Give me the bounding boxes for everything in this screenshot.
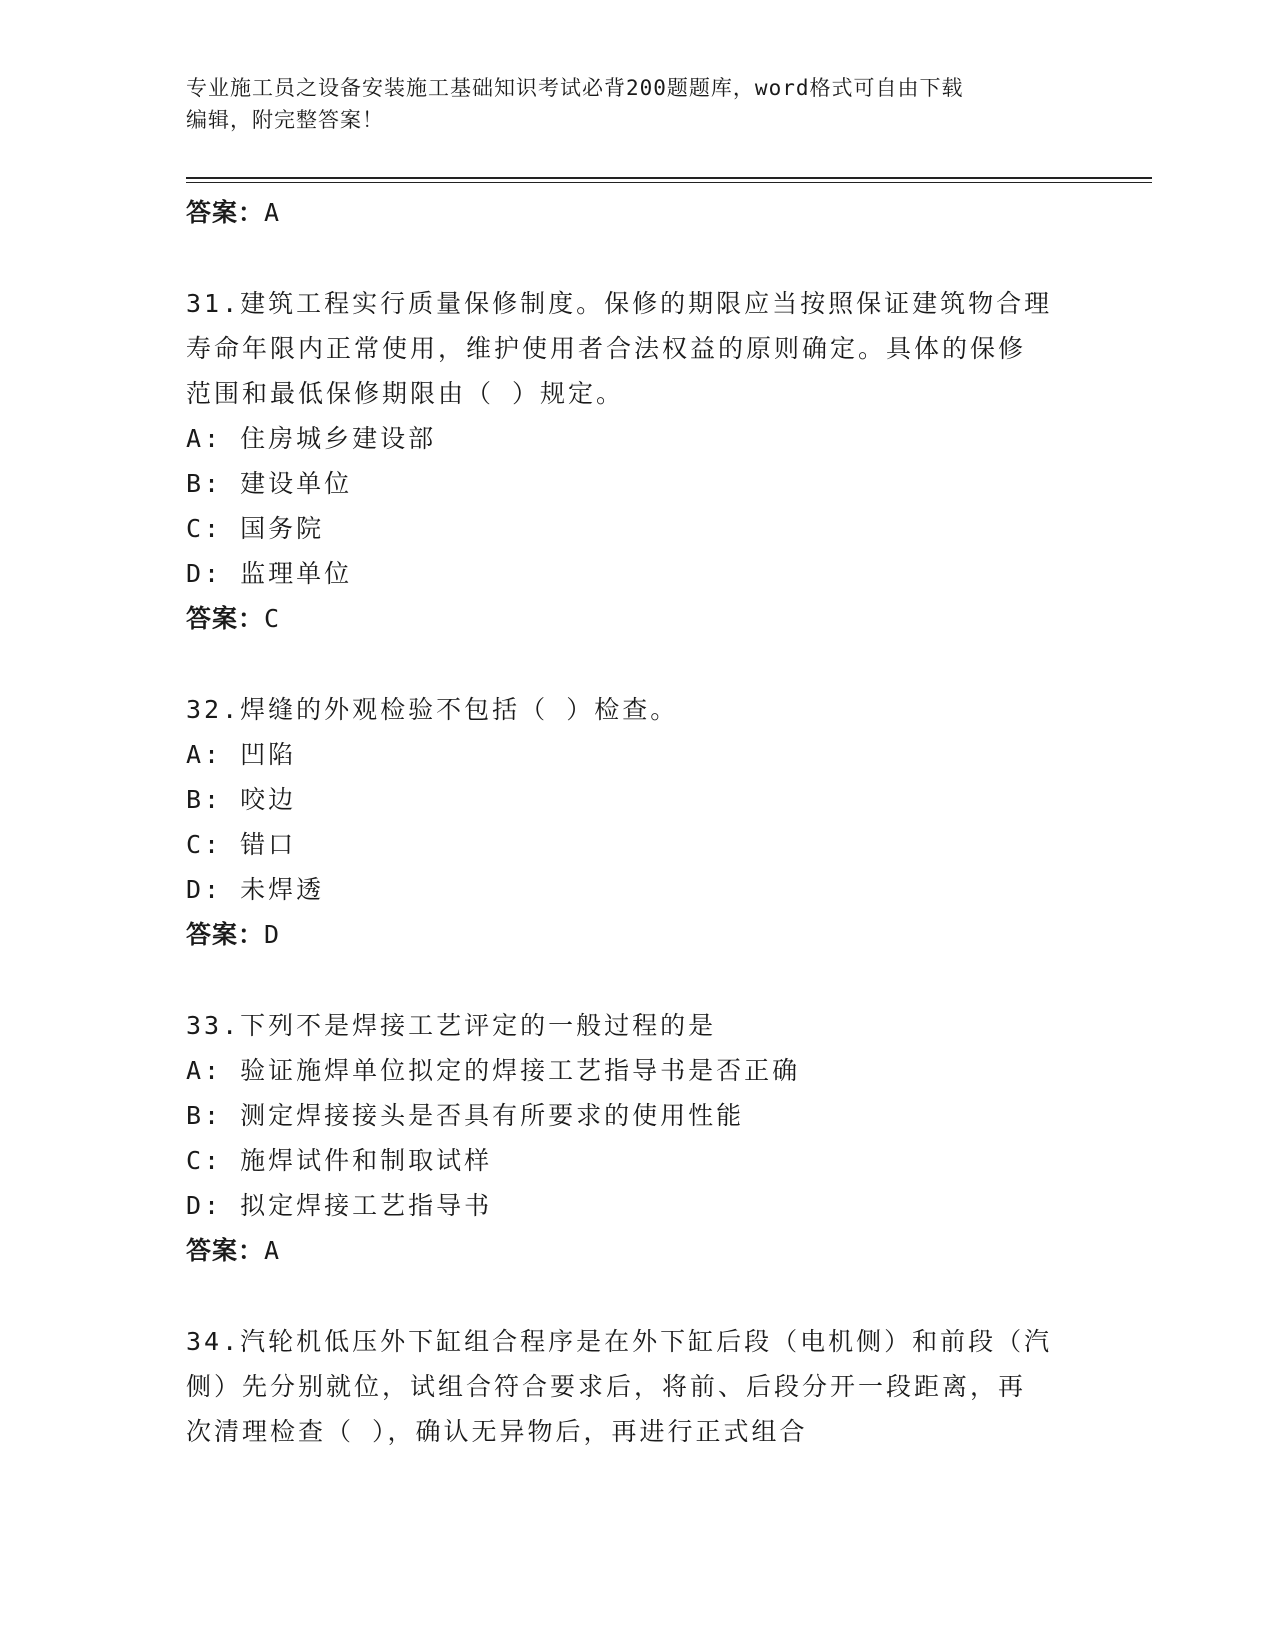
option-c: C: 错口 — [186, 830, 297, 859]
document-header — [186, 72, 1086, 136]
header-line-2: 编辑，附完整答案！ — [186, 108, 384, 132]
option-a: A: 验证施焊单位拟定的焊接工艺指导书是否正确 — [186, 1056, 801, 1085]
option-a: A: 凹陷 — [186, 740, 297, 769]
option-b: B: 测定焊接接头是否具有所要求的使用性能 — [186, 1101, 745, 1130]
answer-line — [186, 1228, 1086, 1273]
question-stem-line: 31.建筑工程实行质量保修制度。保修的期限应当按照保证建筑物合理 — [186, 289, 1053, 318]
answer-value: C — [264, 604, 281, 633]
question-34 — [186, 1319, 1086, 1454]
question-stem-line: 寿命年限内正常使用，维护使用者合法权益的原则确定。具体的保修 — [186, 334, 1027, 363]
option-c: C: 国务院 — [186, 514, 325, 543]
option-d: D: 监理单位 — [186, 559, 353, 588]
question-stem-line: 次清理检查（ ），确认无异物后，再进行正式组合 — [186, 1417, 808, 1446]
question-stem-line: 34.汽轮机低压外下缸组合程序是在外下缸后段（电机侧）和前段（汽 — [186, 1327, 1053, 1356]
header-divider-thin — [186, 182, 1152, 183]
answer-value: D — [264, 920, 281, 949]
question-stem-line: 32.焊缝的外观检验不包括（ ）检查。 — [186, 695, 679, 724]
header-divider-thick — [186, 177, 1152, 179]
answer-line — [186, 596, 1086, 641]
answer-label: 答案： — [186, 604, 265, 633]
header-line-1: 专业施工员之设备安装施工基础知识考试必背200题题库，word格式可自由下载 — [186, 76, 964, 100]
option-b: B: 咬边 — [186, 785, 297, 814]
option-b: B: 建设单位 — [186, 469, 353, 498]
question-32 — [186, 687, 1086, 957]
answer-label: 答案： — [186, 1236, 265, 1265]
answer-value: A — [264, 1236, 281, 1265]
question-stem-line: 侧）先分别就位，试组合符合要求后，将前、后段分开一段距离，再 — [186, 1372, 1027, 1401]
question-31 — [186, 281, 1086, 641]
question-33 — [186, 1003, 1086, 1273]
option-a: A: 住房城乡建设部 — [186, 424, 437, 453]
answer-line — [186, 190, 1086, 235]
option-c: C: 施焊试件和制取试样 — [186, 1146, 493, 1175]
answer-value: A — [264, 198, 281, 227]
option-d: D: 未焊透 — [186, 875, 325, 904]
answer-label: 答案： — [186, 920, 265, 949]
option-d: D: 拟定焊接工艺指导书 — [186, 1191, 493, 1220]
question-stem-line: 范围和最低保修期限由（ ）规定。 — [186, 379, 625, 408]
answer-line — [186, 912, 1086, 957]
document-content — [186, 186, 1086, 1454]
question-stem-line: 33.下列不是焊接工艺评定的一般过程的是 — [186, 1011, 717, 1040]
answer-label: 答案： — [186, 198, 265, 227]
